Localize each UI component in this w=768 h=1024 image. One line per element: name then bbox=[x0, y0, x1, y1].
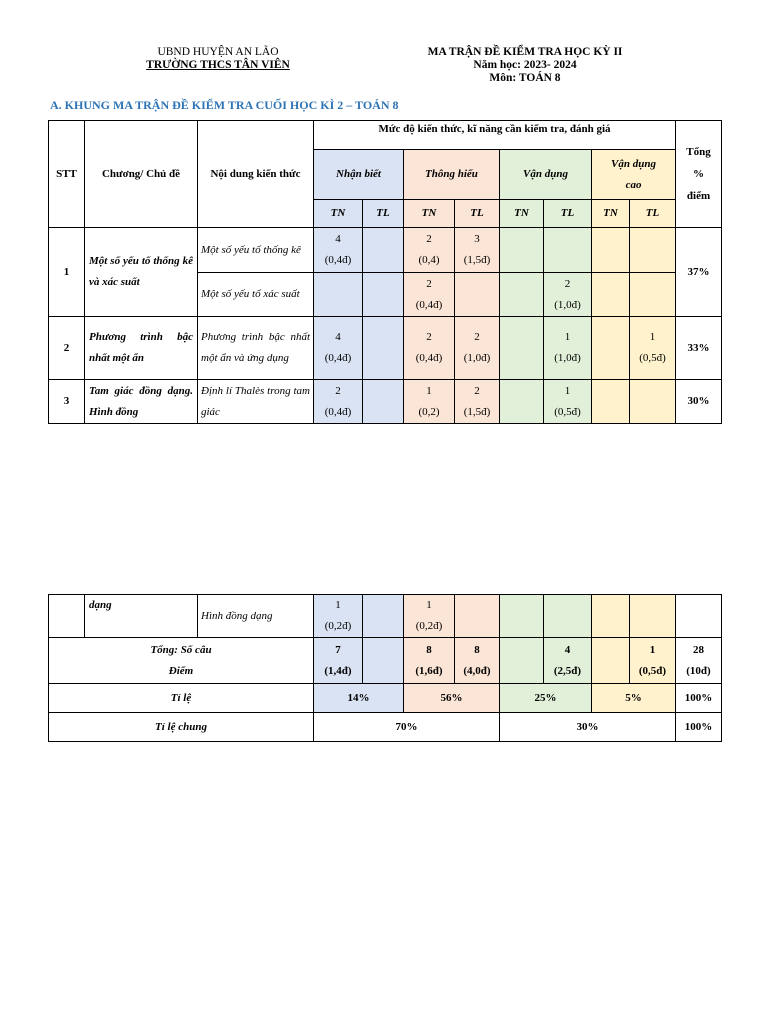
school-header bbox=[128, 46, 308, 72]
exam-header bbox=[400, 46, 650, 85]
header-vd-tl: TL bbox=[544, 200, 592, 228]
row2-stt: 2 bbox=[49, 317, 85, 380]
header-th-tl: TL bbox=[455, 200, 500, 228]
row2-nb-tn: 4 (0,4đ) bbox=[314, 317, 363, 380]
district-name: UBND HUYỆN AN LÃO bbox=[157, 46, 279, 58]
row1b-content: Một số yếu tố xác suất bbox=[198, 273, 314, 317]
summary-total-label: Tổng: Số câu Điểm bbox=[49, 638, 314, 684]
header-stt: STT bbox=[49, 121, 85, 228]
row3-th-tn: 1 (0,2) bbox=[404, 380, 455, 424]
ratio-th: 56% bbox=[404, 684, 500, 713]
matrix-table-part1 bbox=[48, 120, 722, 424]
summary-total: 28 (10đ) bbox=[676, 638, 722, 684]
common-ratio-label: Tỉ lệ chung bbox=[49, 713, 314, 742]
summary-vd-tl: 4 (2,5đ) bbox=[544, 638, 592, 684]
row2-vd-tl: 1 (1,0đ) bbox=[544, 317, 592, 380]
common-ratio-total: 100% bbox=[676, 713, 722, 742]
row1-total: 37% bbox=[676, 228, 722, 317]
school-name: TRƯỜNG THCS TÂN VIÊN bbox=[146, 59, 290, 71]
row2-th-tn: 2 (0,4đ) bbox=[404, 317, 455, 380]
summary-nb-tn: 7 (1,4đ) bbox=[314, 638, 363, 684]
row3-total: 30% bbox=[676, 380, 722, 424]
header-vd-tn: TN bbox=[500, 200, 544, 228]
row1a-th-tn: 2 (0,4) bbox=[404, 228, 455, 273]
row3-stt: 3 bbox=[49, 380, 85, 424]
row2-chapter: Phương trình bậc nhất một ẩn bbox=[85, 317, 198, 380]
row3-chapter: Tam giác đồng dạng. Hình đồng bbox=[85, 380, 198, 424]
header-nb-tl: TL bbox=[363, 200, 404, 228]
header-vc-tn: TN bbox=[592, 200, 630, 228]
subject: Môn: TOÁN 8 bbox=[489, 72, 561, 84]
school-year: Năm học: 2023- 2024 bbox=[473, 59, 577, 71]
row1b-th-tn: 2 (0,4đ) bbox=[404, 273, 455, 317]
header-thong-hieu: Thông hiểu bbox=[404, 150, 500, 200]
header-nhan-biet: Nhận biết bbox=[314, 150, 404, 200]
row1-chapter: Một số yếu tố thống kê và xác suất bbox=[85, 228, 198, 317]
header-chapter: Chương/ Chủ đề bbox=[85, 121, 198, 228]
header-content: Nội dung kiến thức bbox=[198, 121, 314, 228]
ratio-label: Tỉ lệ bbox=[49, 684, 314, 713]
header-vc-tl: TL bbox=[630, 200, 676, 228]
matrix-table-part2 bbox=[48, 594, 722, 742]
row3-nb-tn: 2 (0,4đ) bbox=[314, 380, 363, 424]
summary-th-tn: 8 (1,6đ) bbox=[404, 638, 455, 684]
exam-title: MA TRẬN ĐỀ KIỂM TRA HỌC KỲ II bbox=[427, 46, 623, 58]
row2-th-tl: 2 (1,0đ) bbox=[455, 317, 500, 380]
header-nb-tn: TN bbox=[314, 200, 363, 228]
header-van-dung: Vận dụng bbox=[500, 150, 592, 200]
row3-th-tl: 2 (1,5đ) bbox=[455, 380, 500, 424]
row1-stt: 1 bbox=[49, 228, 85, 317]
row3-content: Định lí Thalès trong tam giác bbox=[198, 380, 314, 424]
ratio-vd: 25% bbox=[500, 684, 592, 713]
row1a-nb-tn: 4 (0,4đ) bbox=[314, 228, 363, 273]
row3b-chapter: dạng bbox=[85, 595, 198, 638]
row3-vd-tl: 1 (0,5đ) bbox=[544, 380, 592, 424]
row2-content: Phương trình bậc nhất một ẩn và ứng dụng bbox=[198, 317, 314, 380]
summary-vc-tl: 1 (0,5đ) bbox=[630, 638, 676, 684]
common-ratio-a: 70% bbox=[314, 713, 500, 742]
header-th-tn: TN bbox=[404, 200, 455, 228]
row2-total: 33% bbox=[676, 317, 722, 380]
row1a-th-tl: 3 (1,5đ) bbox=[455, 228, 500, 273]
header-level-title: Mức độ kiến thức, kĩ năng cần kiểm tra, đánh giá bbox=[314, 121, 676, 150]
row3b-th-tn: 1 (0,2đ) bbox=[404, 595, 455, 638]
row3b-nb-tn: 1 (0,2đ) bbox=[314, 595, 363, 638]
header-van-dung-cao: Vận dụng cao bbox=[592, 150, 676, 200]
ratio-total: 100% bbox=[676, 684, 722, 713]
summary-th-tl: 8 (4,0đ) bbox=[455, 638, 500, 684]
ratio-vc: 5% bbox=[592, 684, 676, 713]
row3b-content: Hình đồng dạng bbox=[198, 595, 314, 638]
common-ratio-b: 30% bbox=[500, 713, 676, 742]
row2-vc-tl: 1 (0,5đ) bbox=[630, 317, 676, 380]
row1b-vd-tl: 2 (1,0đ) bbox=[544, 273, 592, 317]
header-total: Tổng % điểm bbox=[676, 121, 722, 228]
row1a-content: Một số yếu tố thống kê bbox=[198, 228, 314, 273]
ratio-nb: 14% bbox=[314, 684, 404, 713]
section-title: A. KHUNG MA TRẬN ĐỀ KIỂM TRA CUỐI HỌC KÌ 2 – TOÁN 8 bbox=[50, 98, 399, 112]
